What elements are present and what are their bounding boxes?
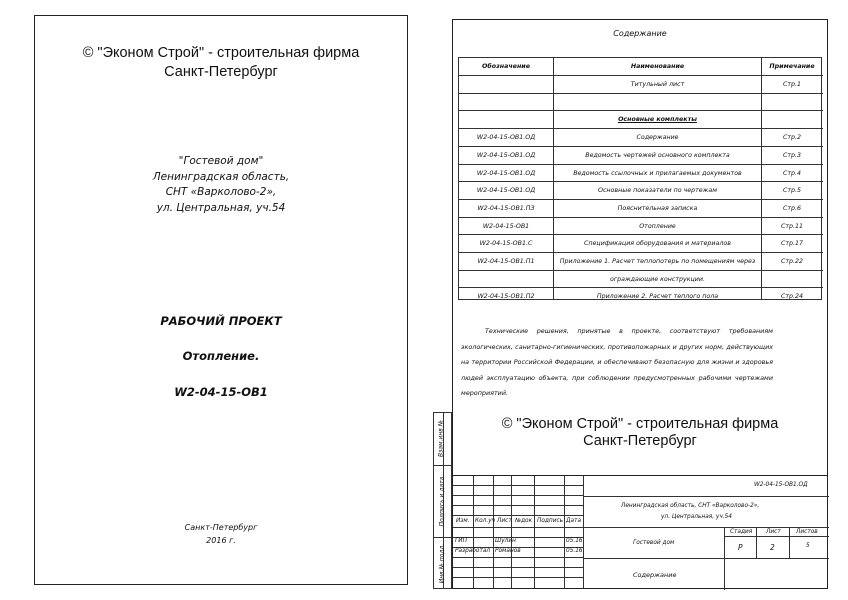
tb-dev-date: 05.16 bbox=[566, 548, 583, 554]
tb-col-doc: №док bbox=[515, 518, 533, 524]
toc-name: Приложение 1. Расчет теплопотерь по помещениям через bbox=[559, 258, 756, 265]
watermark-city: Санкт-Петербург bbox=[583, 433, 697, 449]
tb-gip-date: 05.16 bbox=[566, 538, 583, 544]
toc-designation bbox=[459, 94, 553, 112]
toc-table bbox=[458, 57, 822, 300]
tb-col-qty: Кол.уч bbox=[475, 518, 496, 524]
toc-name: Спецификация оборудования и материалов bbox=[584, 240, 731, 248]
cover-project-type: РАБОЧИЙ ПРОЕКТ bbox=[160, 314, 282, 328]
toc-designation: W2-04-15-ОВ1.ОД bbox=[476, 187, 536, 195]
toc-note: Стр.1 bbox=[782, 81, 802, 88]
toc-designation bbox=[459, 111, 553, 129]
toc-note: Стр.24 bbox=[780, 293, 804, 301]
toc-header-designation: Обозначение bbox=[482, 63, 530, 70]
toc-name: Приложение 2. Расчет теплого пола bbox=[596, 293, 719, 301]
contents-statement: Технические решения, принятые в проекте, соответствуют требованиям экологических, санитарно-гигиенических, противопожарных и других норм, действующих на территории Российской Федерации, и обеспечивают безопасную для жизни и здоровья людей эксплуатацию объекта, при соблюдении предусмотренных рабочими чертежами мероприятий. bbox=[461, 327, 773, 397]
toc-row bbox=[459, 110, 823, 129]
toc-row bbox=[459, 199, 823, 218]
toc-row bbox=[459, 164, 823, 183]
toc-row bbox=[459, 128, 823, 147]
toc-note bbox=[762, 111, 822, 129]
toc-row bbox=[459, 181, 823, 200]
toc-name: Ведомость чертежей основного комплекта bbox=[585, 151, 730, 159]
cover-address-line: "Гостевой дом" bbox=[178, 155, 264, 167]
toc-row bbox=[459, 252, 823, 271]
cover-city-top: Санкт-Петербург bbox=[164, 64, 278, 80]
toc-name: Пояснительная записка bbox=[617, 204, 698, 212]
toc-note bbox=[762, 94, 822, 112]
cover-company: © "Эконом Строй" - строительная фирма bbox=[82, 45, 360, 61]
toc-header-name: Наименование bbox=[630, 63, 685, 70]
toc-designation: W2-04-15-ОВ1.П2 bbox=[477, 293, 535, 301]
toc-name: Ведомость ссылочных и прилагаемых документов bbox=[573, 169, 742, 177]
toc-designation: W2-04-15-ОВ1.ПЗ bbox=[477, 204, 535, 212]
toc-row bbox=[459, 146, 823, 165]
cover-address-line: СНТ «Варколово-2», bbox=[165, 186, 277, 198]
toc-name: Основные комплекты bbox=[618, 116, 697, 124]
side-label-inventory: Инв.№ подл. bbox=[438, 543, 446, 584]
toc-name: Титульный лист bbox=[630, 81, 685, 88]
tb-sheets: 5 bbox=[806, 543, 810, 549]
title-block bbox=[452, 475, 828, 589]
cover-address bbox=[35, 154, 407, 216]
tb-object: Гостевой дом bbox=[633, 540, 675, 546]
toc-designation: W2-04-15-ОВ1 bbox=[482, 222, 530, 230]
side-stamp-strip bbox=[433, 412, 452, 589]
tb-col-change: Изм. bbox=[456, 518, 470, 524]
cover-year: 2016 г. bbox=[206, 536, 236, 545]
toc-row bbox=[459, 287, 823, 306]
toc-designation bbox=[459, 76, 553, 94]
toc-name: Содержание bbox=[636, 134, 679, 142]
cover-section: Отопление. bbox=[182, 349, 260, 363]
toc-designation: W2-04-15-ОВ1.ОД bbox=[476, 134, 536, 142]
tb-sheet-label: Лист bbox=[766, 529, 781, 535]
toc-row bbox=[459, 234, 823, 253]
tb-code: W2-04-15-ОВ1.ОД bbox=[754, 482, 808, 488]
toc-note: Стр.22 bbox=[780, 258, 804, 265]
toc-designation: W2-04-15-ОВ1.С bbox=[479, 240, 533, 248]
tb-sheets-label: Листов bbox=[796, 529, 818, 535]
toc-row bbox=[459, 93, 823, 112]
tb-location-2: ул. Центральная, уч.54 bbox=[661, 514, 732, 520]
cover-city-bottom: Санкт-Петербург bbox=[184, 523, 258, 532]
toc-header-note: Примечание bbox=[769, 63, 815, 70]
tb-gip-role: ГИП bbox=[455, 538, 467, 544]
tb-stage-label: Стадия bbox=[730, 529, 753, 535]
toc-note: Стр.11 bbox=[780, 222, 804, 230]
tb-dev-role: Разработал bbox=[455, 548, 491, 554]
cover-code: W2-04-15-ОВ1 bbox=[174, 385, 268, 399]
toc-note: Стр.17 bbox=[780, 240, 804, 248]
tb-col-sheet: Лист bbox=[497, 518, 512, 524]
toc-row bbox=[459, 270, 823, 289]
toc-header-row bbox=[459, 58, 823, 75]
side-label-replace: Взам.инв № bbox=[437, 420, 445, 457]
cover-address-line: Ленинградская область, bbox=[152, 170, 290, 183]
watermark-company: © "Эконом Строй" - строительная фирма bbox=[501, 416, 779, 432]
toc-name: Отопление bbox=[639, 222, 676, 230]
toc-note bbox=[762, 271, 822, 289]
toc-row bbox=[459, 217, 823, 236]
toc-designation: W2-04-15-ОВ1.ОД bbox=[476, 169, 536, 177]
tb-gip-name: Шулин bbox=[495, 538, 516, 544]
toc-designation: W2-04-15-ОВ1.П1 bbox=[477, 258, 535, 265]
tb-col-date: Дата bbox=[566, 518, 582, 524]
contents-title: Содержание bbox=[613, 29, 667, 38]
toc-note: Стр.4 bbox=[782, 169, 802, 177]
toc-note: Стр.6 bbox=[782, 204, 802, 212]
tb-dev-name: Романов bbox=[495, 548, 521, 554]
tb-location-1: Ленинградская область, СНТ «Варколово-2», bbox=[621, 503, 760, 509]
toc-note: Стр.2 bbox=[782, 134, 802, 142]
toc-name: ограждающие конструкции. bbox=[609, 275, 705, 283]
tb-stage: Р bbox=[738, 543, 743, 552]
tb-sheet-title: Содержание bbox=[633, 571, 677, 579]
toc-note: Стр.3 bbox=[782, 151, 802, 159]
tb-sheet: 2 bbox=[770, 543, 775, 552]
toc-designation: W2-04-15-ОВ1.ОД bbox=[476, 151, 536, 159]
cover-sheet bbox=[34, 15, 408, 585]
toc-designation bbox=[459, 271, 553, 289]
tb-col-signature: Подпись bbox=[537, 518, 564, 524]
toc-note: Стр.5 bbox=[782, 187, 802, 195]
toc-name: Основные показатели по чертежам bbox=[598, 187, 717, 195]
cover-address-line: ул. Центральная, уч.54 bbox=[156, 201, 286, 214]
toc-name bbox=[554, 94, 761, 112]
toc-row bbox=[459, 75, 823, 94]
side-label-signature: Подпись и дата bbox=[438, 476, 446, 527]
